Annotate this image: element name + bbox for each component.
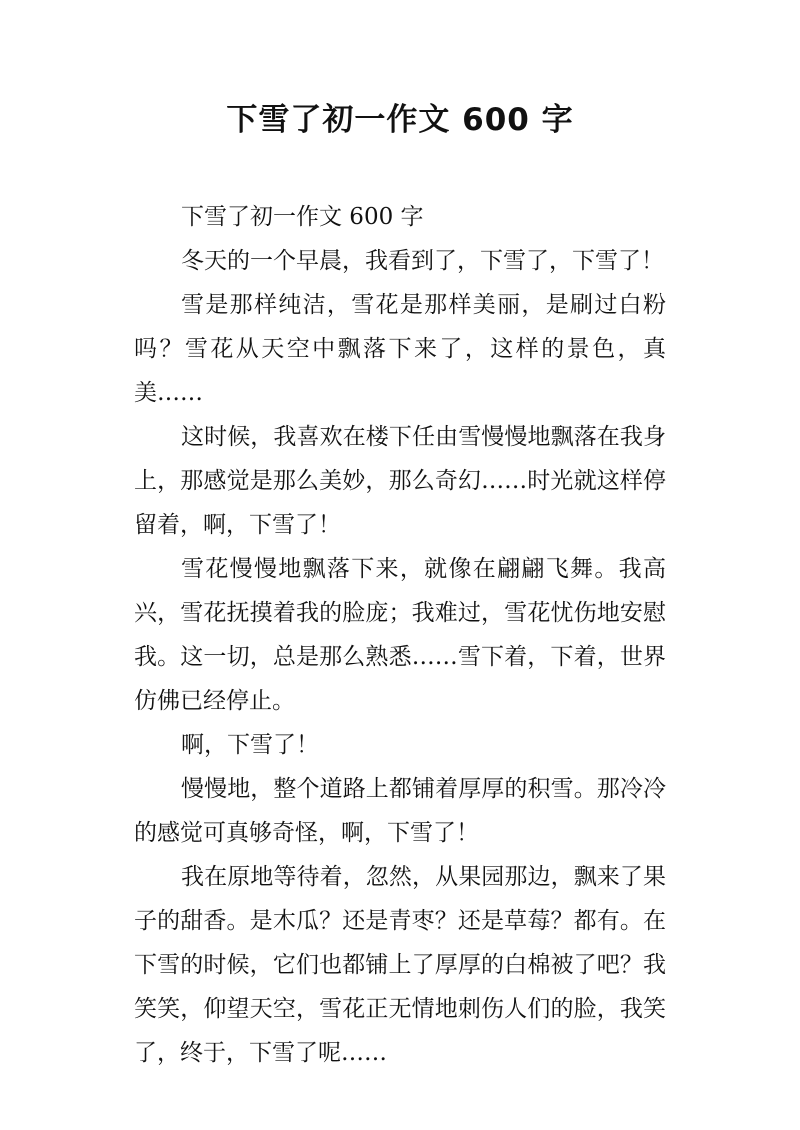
document-title: 下雪了初一作文 600 字 (226, 102, 574, 138)
paragraph: 冬天的一个早晨，我看到了，下雪了，下雪了！ (181, 248, 664, 274)
paragraph-subtitle: 下雪了初一作文 600 字 (181, 204, 424, 230)
paragraph: 这时候，我喜欢在楼下任由雪慢慢地飘落在我身上，那感觉是那么美妙，那么奇幻……时光就这样停留着，啊，下雪了！ (134, 424, 666, 538)
paragraph: 我在原地等待着，忽然，从果园那边，飘来了果子的甜香。是木瓜？还是青枣？还是草莓？都有。在下雪的时候，它们也都铺上了厚厚的白棉被了吧？我笑笑，仰望天空，雪花正无情地刺伤人们的脸，我笑了，终于，下雪了呢…… (134, 864, 666, 1066)
paragraph: 雪是那样纯洁，雪花是那样美丽，是刷过白粉吗？雪花从天空中飘落下来了，这样的景色，真美…… (134, 292, 666, 406)
paragraph: 雪花慢慢地飘落下来，就像在翩翩飞舞。我高兴，雪花抚摸着我的脸庞；我难过，雪花忧伤地安慰我。这一切，总是那么熟悉……雪下着，下着，世界仿佛已经停止。 (134, 556, 666, 714)
paragraph: 慢慢地，整个道路上都铺着厚厚的积雪。那冷冷的感觉可真够奇怪，啊，下雪了！ (134, 776, 666, 846)
document-body (134, 195, 666, 1075)
paragraph: 啊，下雪了！ (181, 732, 319, 758)
